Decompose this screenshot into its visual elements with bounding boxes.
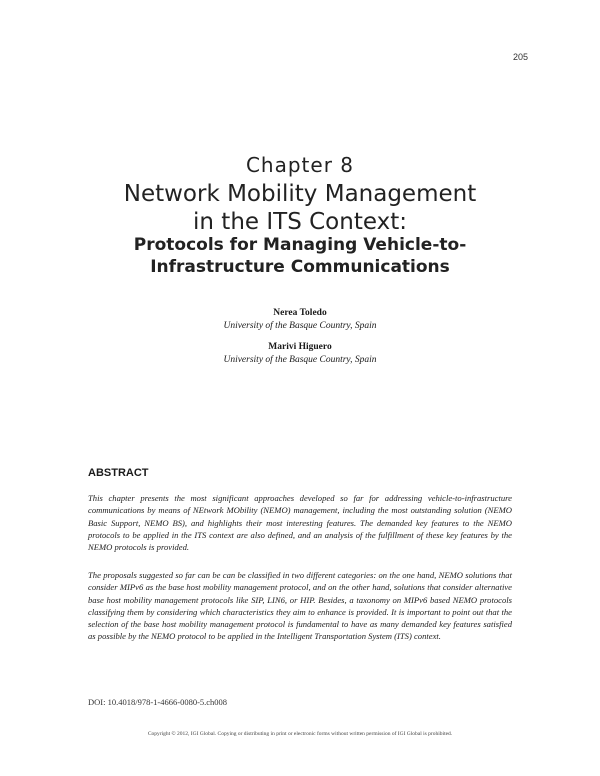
- author-affiliation: University of the Basque Country, Spain: [223, 355, 377, 365]
- copyright-notice: Copyright © 2012, IGI Global. Copying or distributing in print or electronic forms without written permission of IGI Global is prohibited.: [147, 731, 453, 737]
- abstract-heading: ABSTRACT: [88, 467, 149, 479]
- author-name: Nerea Toledo: [273, 308, 327, 318]
- chapter-title-line: in the ITS Context:: [193, 209, 407, 235]
- chapter-subtitle-line: Infrastructure Communications: [150, 257, 450, 277]
- chapter-subtitle: [0, 234, 600, 278]
- chapter-title: [0, 180, 600, 236]
- author-affiliation: University of the Basque Country, Spain: [223, 321, 377, 331]
- abstract-paragraph: The proposals suggested so far can be can be classified in two different categories: on the one hand, NEMO solutions that consider MIPv6 as the base host mobility management protocol, and on the other hand, solutions that consider alternative base host mobility management protocols like SIP, LIN6, or HIP. Besides, a taxonomy on MIPv6 based NEMO protocols classifying them by considering which characteristics they aim to enhance is provided. It is important to point out that the selection of the base host mobility management protocol is fundamental to have as many demanded key features satisfied as possible by the NEMO protocol to be applied in the Intelligent Transportation System (ITS) context.: [88, 570, 512, 642]
- chapter-title-line: Network Mobility Management: [123, 181, 477, 207]
- page-number: 205: [512, 52, 528, 62]
- chapter-label: Chapter 8: [245, 153, 355, 177]
- doi: DOI: 10.4018/978-1-4666-0080-5.ch008: [88, 697, 228, 707]
- author-name: Marivi Higuero: [268, 342, 332, 352]
- abstract-paragraph: This chapter presents the most significant approaches developed so far for addressing vehicle-to-infrastructure communications by means of NEtwork MObility (NEMO) management, including the most outstanding solution (NEMO Basic Support, NEMO BS), and highlights their most interesting features. The demanded key features to the NEMO protocols to be applied in the ITS context are also defined, and an analysis of the fulfillment of these key features by the NEMO protocols is provided.: [88, 493, 512, 553]
- author-block: [0, 341, 600, 367]
- author-block: [0, 307, 600, 333]
- chapter-subtitle-line: Protocols for Managing Vehicle-to-: [133, 235, 467, 255]
